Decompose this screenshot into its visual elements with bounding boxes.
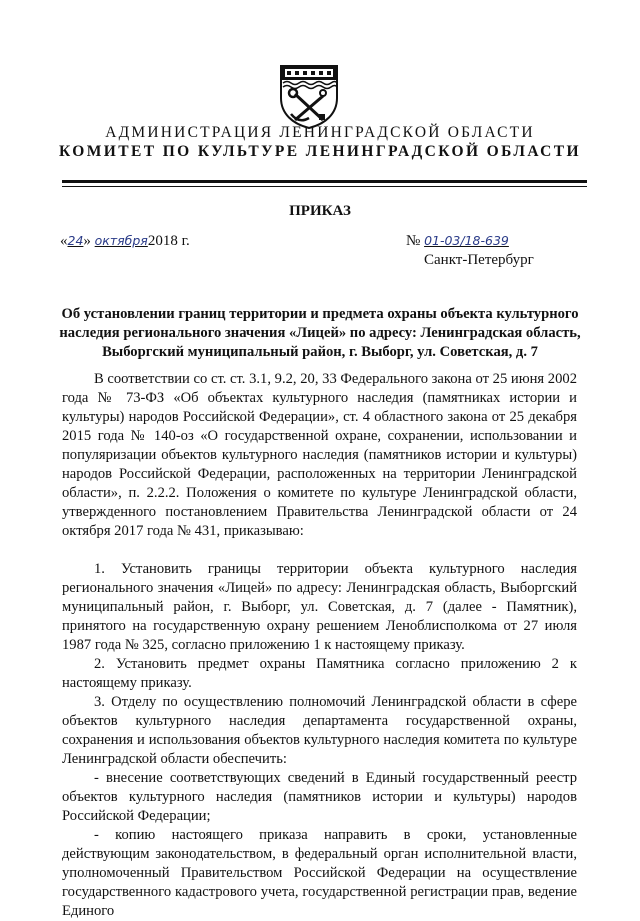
date-year: 2018 г. (147, 233, 190, 249)
preamble-paragraph: В соответствии со ст. ст. 3.1, 9.2, 20, 33 Федерального закона от 25 июня 2002 года № 73-ФЗ «Об объектах культурного наследия (памятниках истории и культуры) народов Российской Федерации», ст. 4 областного закона от 25 декабря 2015 года № 140-оз «О государственной охране, сохранении, использовании и популяризации объектов культурного наследия (памятников истории и культуры) народов Российской Федерации, расположенных на территории Ленинградской области», п. 2.2.2. Положения о комитете по культуре Ленинградской области, утвержденного постановлением Правительства Ленинградской области от 24 октября 2017 года № 431, приказываю: (62, 371, 577, 539)
order-date (60, 233, 190, 250)
document-title: Об установлении границ территории и предмета охраны объекта культурного наследия регионального значения «Лицей» по адресу: Ленинградская область, Выборгский муниципальный район, г. Выборг, ул. Советская, д. 7 (59, 306, 581, 360)
committee-name: КОМИТЕТ ПО КУЛЬТУРЕ ЛЕНИНГРАДСКОЙ ОБЛАСТИ (59, 143, 581, 160)
date-close-quote: » (83, 233, 91, 249)
organization-name: АДМИНИСТРАЦИЯ ЛЕНИНГРАДСКОЙ ОБЛАСТИ (105, 124, 535, 141)
number-prefix: № (406, 233, 421, 249)
number-value: 01-03/18-639 (424, 233, 509, 248)
date-open-quote: « (60, 233, 68, 249)
date-month: октября (94, 233, 148, 248)
coat-of-arms-icon (275, 62, 343, 130)
clause-3-item-2: - копию настоящего приказа направить в сроки, установленные действующим законодательством, в федеральный орган исполнительной власти, уполномоченный Правительством Российской Федерации на осуществление государственного кадастрового учета, государственной регистрации прав, ведение Единого (62, 827, 577, 919)
header-divider-thick (62, 180, 587, 183)
document-type: ПРИКАЗ (289, 203, 351, 219)
clause-2: 2. Установить предмет охраны Памятника согласно приложению 2 к настоящему приказу. (62, 656, 577, 691)
date-day: 24 (67, 233, 84, 248)
order-number (406, 233, 509, 250)
header-divider-thin (62, 186, 587, 187)
clause-3-item-1: - внесение соответствующих сведений в Единый государственный реестр объектов культурного наследия (памятников истории и культуры) народов Российской Федерации; (62, 770, 577, 824)
clause-1: 1. Установить границы территории объекта культурного наследия регионального значения «Лицей» по адресу: Ленинградская область, Выборгский муниципальный район, г. Выборг, ул. Советская, д. 7 (далее - Памятник), принятого на государственную охрану решением Леноблисполкома от 27 июля 1987 года № 325, согласно приложению 1 к настоящему приказу. (62, 561, 577, 653)
document-body (62, 370, 577, 921)
city: Санкт-Петербург (424, 252, 534, 268)
clause-3: 3. Отделу по осуществлению полномочий Ленинградской области в сфере объектов культурного наследия департамента государственной охраны, сохранения и использования объектов культурного наследия комитета по культуре Ленинградской области обеспечить: (62, 694, 577, 767)
